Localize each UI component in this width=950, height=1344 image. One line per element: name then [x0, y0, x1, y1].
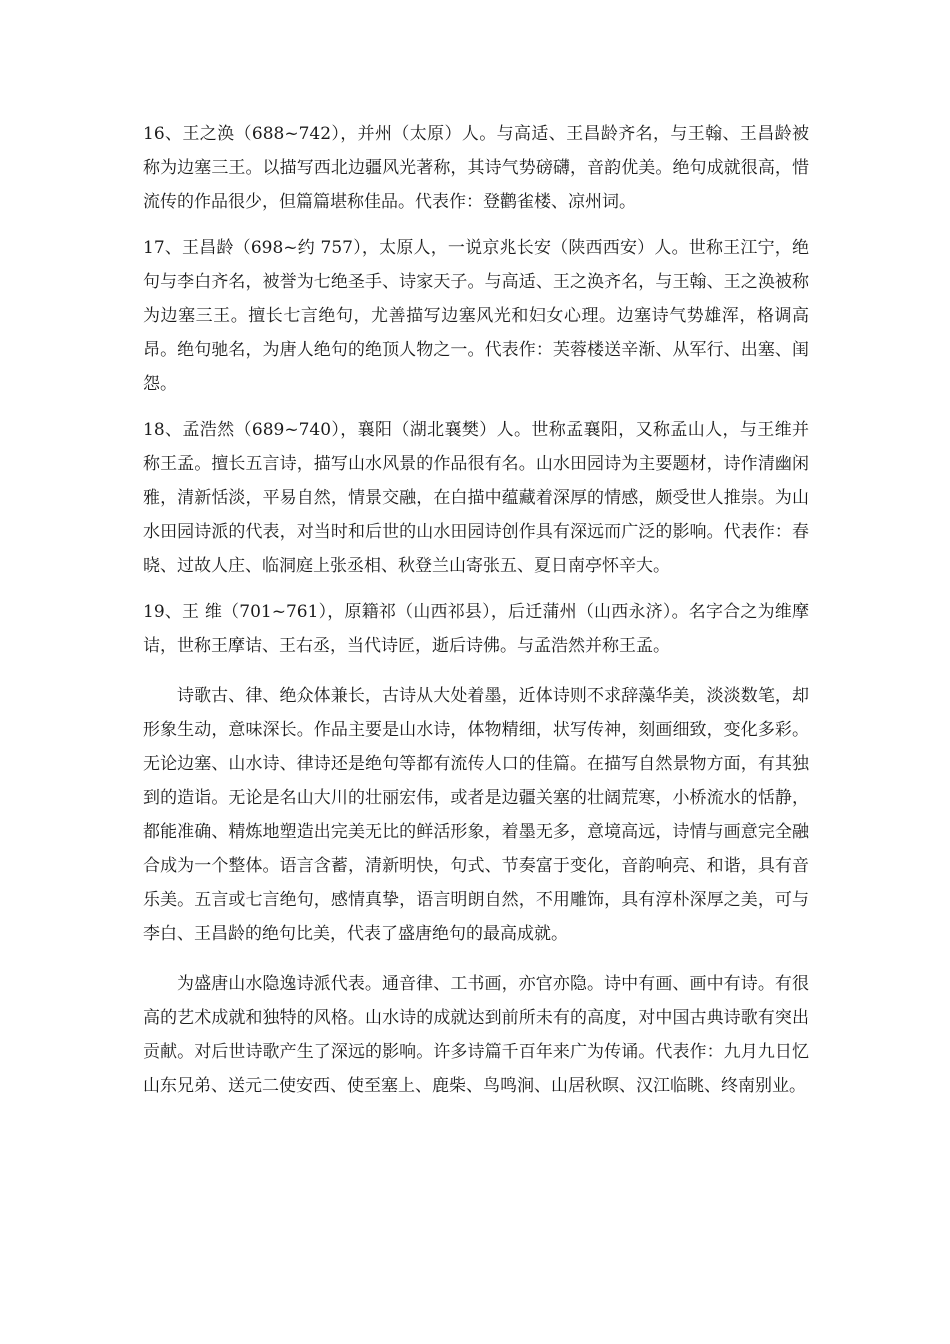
paragraph-meng-haoran: 18、孟浩然（689~740），襄阳（湖北襄樊）人。世称孟襄阳，又称孟山人，与王维并称王孟。擅长五言诗，描写山水风景的作品很有名。山水田园诗为主要题材，诗作清幽闲雅，清新恬淡，平易自然，情景交融，在白描中蕴藏着深厚的情感，颇受世人推崇。为山水田园诗派的代表，对当时和后世的山水田园诗创作具有深远而广泛的影响。代表作：春晓、过故人庄、临洞庭上张丞相、秋登兰山寄张五、夏日南亭怀辛大。	[143, 420, 809, 576]
paragraph-wang-wei-poetry: 诗歌古、律、绝众体兼长，古诗从大处着墨，近体诗则不求辞藻华美，淡淡数笔，却形象生动，意味深长。作品主要是山水诗，体物精细，状写传神，刻画细致，变化多彩。无论边塞、山水诗、律诗还是绝句等都有流传人口的佳篇。在描写自然景物方面，有其独到的造诣。无论是名山大川的壮丽宏伟，或者是边疆关塞的壮阔荒寒，小桥流水的恬静，都能准确、精炼地塑造出完美无比的鲜活形象，着墨无多，意境高远，诗情与画意完全融合成为一个整体。语言含蓄，清新明快，句式、节奏富于变化，音韵响亮、和谐，具有音乐美。五言或七言绝句，感情真挚，语言明朗自然，不用雕饰，具有淳朴深厚之美，可与李白、王昌龄的绝句比美，代表了盛唐绝句的最高成就。	[143, 686, 809, 944]
document-page	[143, 117, 809, 1115]
paragraph-wang-changling: 17、王昌龄（698~约 757），太原人，一说京兆长安（陕西西安）人。世称王江宁，绝句与李白齐名，被誉为七绝圣手、诗家天子。与高适、王之涣齐名，与王翰、王之涣被称为边塞三王。擅长七言绝句，尤善描写边塞风光和妇女心理。边塞诗气势雄浑，格调高昂。绝句驰名，为唐人绝句的绝顶人物之一。代表作：芙蓉楼送辛渐、从军行、出塞、闺怨。	[143, 238, 809, 394]
paragraph-wang-zhihuan: 16、王之涣（688~742），并州（太原）人。与高适、王昌龄齐名，与王翰、王昌龄被称为边塞三王。以描写西北边疆风光著称，其诗气势磅礴，音韵优美。绝句成就很高，惜流传的作品很少，但篇篇堪称佳品。代表作：登鹳雀楼、凉州词。	[143, 124, 809, 212]
paragraph-wang-wei-intro: 19、王 维（701~761），原籍祁（山西祁县），后迁蒲州（山西永济）。名字合之为维摩诘，世称王摩诘、王右丞，当代诗匠，逝后诗佛。与孟浩然并称王孟。	[143, 602, 809, 656]
paragraph-wang-wei-legacy: 为盛唐山水隐逸诗派代表。通音律、工书画，亦官亦隐。诗中有画、画中有诗。有很高的艺术成就和独特的风格。山水诗的成就达到前所未有的高度，对中国古典诗歌有突出贡献。对后世诗歌产生了深远的影响。许多诗篇千百年来广为传诵。代表作：九月九日忆山东兄弟、送元二使安西、使至塞上、鹿柴、鸟鸣涧、山居秋暝、汉江临眺、终南别业。	[143, 974, 809, 1096]
